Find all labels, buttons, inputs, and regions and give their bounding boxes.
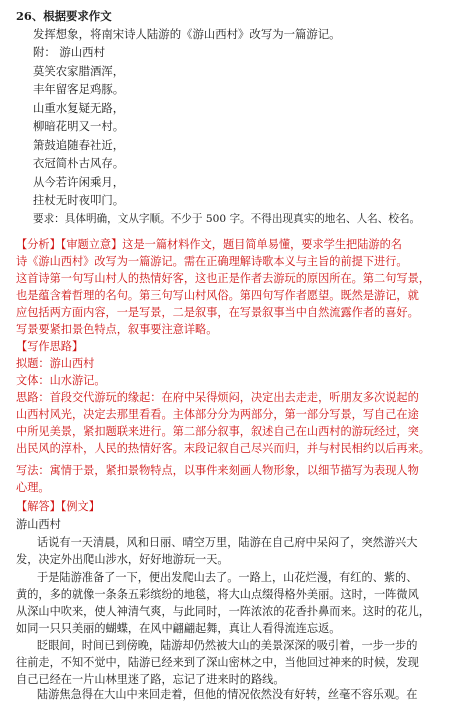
essay-line: 发，决定外出爬山涉水，好好地游玩一天。: [16, 553, 229, 566]
poem-line-5: 箫鼓追随春社近，: [33, 138, 125, 152]
essay-line: 话说有一天清晨，风和日丽、晴空万里，陆游在自己府中呆闷了，突然游兴大: [37, 536, 418, 549]
writing-ideas-heading: 【写作思路】: [16, 340, 84, 353]
analysis-line: 【分析】【审题立意】这是一篇材料作文，题目简单易懂，要求学生把陆游的名: [16, 238, 402, 251]
poem-line-3: 山重水复疑无路，: [33, 101, 125, 115]
analysis-line: 写景要紧扣景色特点，叙事要注意详略。: [16, 323, 218, 336]
analysis-line: 山西村风光，决定去那里看看。主体部分分为两部分，第一部分写景，写自己在途: [16, 408, 419, 421]
analysis-line: 拟题：游山西村: [16, 357, 95, 370]
poem-line-8: 拄杖无时夜叩门。: [33, 193, 125, 207]
essay-line: 从深山中吹来，使人神清气爽，与此同时，一阵浓浓的花香扑鼻而来。这时的花儿，: [16, 605, 430, 618]
analysis-line: 思路：首段交代游玩的缘起：在府中呆得烦闷，决定出去走走，听朋友多次说起的: [16, 391, 419, 404]
essay-line: 于是陆游准备了一下，便出发爬山去了。一路上，山花烂漫，有红的、紫的、: [37, 571, 418, 584]
analysis-line: 诗《游山西村》改写为一篇游记。需在正确理解诗歌本义与主旨的前提下进行。: [16, 255, 408, 268]
analysis-line: 写法：寓情于景，紧扣景物特点，以事件来刻画人物形象，以细节描写为表现人物: [16, 464, 419, 477]
poem-line-7: 从今若许闲乘月，: [33, 175, 125, 189]
poem-line-2: 丰年留客足鸡豚。: [33, 82, 125, 96]
question-requirements: 要求：具体明确，文从字顺。不少于 500 字。不得出现真实的地名、人名、校名。: [33, 213, 421, 225]
poem-line-4: 柳暗花明又一村。: [33, 119, 125, 133]
poem-line-1: 莫笑农家腊酒浑，: [33, 64, 125, 78]
analysis-line: 心理。: [16, 481, 50, 494]
essay-line: 自己已经在一片山林里迷了路，忘记了进来时的路线。: [16, 673, 285, 686]
analysis-line: 中所见美景，紧扣题联来进行。第二部分叙事，叙述自己在山西村的游玩经过，突: [16, 425, 419, 438]
poem-line-6: 衣冠简朴古风存。: [33, 156, 125, 170]
analysis-line: 这首诗第一句写山村人的热情好客，这也正是作者去游玩的原因所在。第二句写景，: [16, 272, 430, 285]
question-title: 26、根据要求作文: [16, 9, 112, 23]
essay-line: 陆游焦急得在大山中来回走着，但他的情况依然没有好转，丝毫不容乐观。在: [37, 688, 418, 701]
analysis-line: 文体：山水游记。: [16, 374, 106, 387]
analysis-line: 应包括两方面内容，一是写景，二是叙事，在写景叙事当中自然流露作者的喜好。: [16, 306, 419, 319]
essay-title: 游山西村: [16, 518, 61, 531]
analysis-line: 出民风的淳朴，人民的热情好客。末段记叙自己尽兴而归，并与村民相约以后再来。: [16, 442, 430, 455]
answer-heading: 【解答】【例文】: [16, 500, 100, 513]
attached-poem-title: 附： 游山西村: [33, 45, 105, 59]
essay-line: 黄的，多的就像一条条五彩缤纷的地毯，将大山点缀得格外美丽。这时，一阵微风: [16, 588, 419, 601]
essay-line: 往前走，不知不觉中，陆游已经来到了深山密林之中，当他回过神来的时候，发现: [16, 656, 419, 669]
essay-line: 眨眼间，时间已到傍晚，陆游却仍然被大山的美景深深的吸引着，一步一步的: [37, 639, 418, 652]
analysis-line: 也是蕴含着哲理的名句。第三句写山村风俗。第四句写作者愿望。既然是游记，就: [16, 289, 419, 302]
essay-line: 如同一只只美丽的蝴蝶，在风中翩翩起舞，真让人看得流连忘返。: [16, 622, 341, 635]
question-prompt: 发挥想象，将南宋诗人陆游的《游山西村》改写为一篇游记。: [33, 27, 341, 41]
